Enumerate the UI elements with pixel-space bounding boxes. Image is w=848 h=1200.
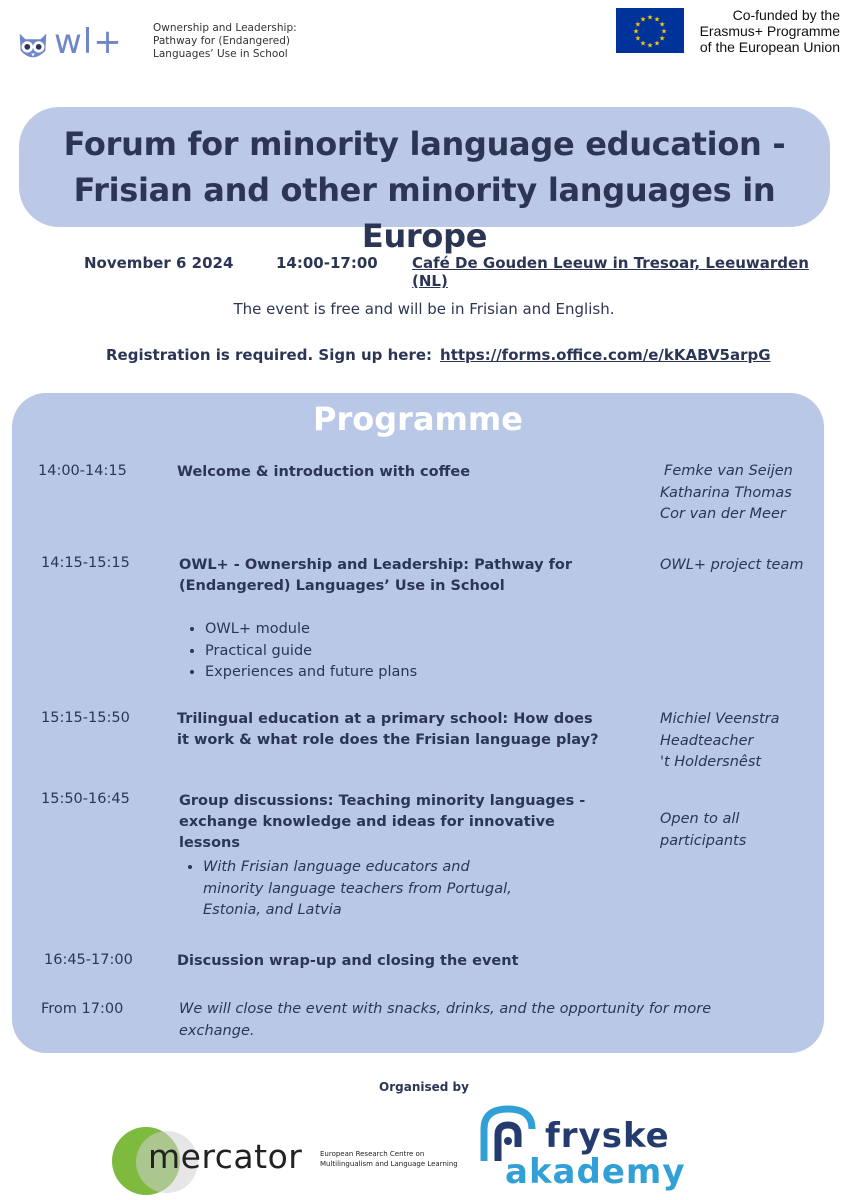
programme-speakers: OWL+ project team [660, 557, 804, 573]
eu-star-icon: ★ [658, 34, 666, 43]
list-item: • With Frisian language educators and minority language teachers from Portugal, Estonia, and Latvia [203, 857, 512, 922]
programme-time: 14:15-15:15 [41, 555, 130, 571]
eu-star-icon: ★ [634, 34, 642, 43]
programme-time: 15:50-16:45 [41, 791, 130, 807]
eu-star-icon: ★ [658, 20, 666, 29]
eu-star-icon: ★ [646, 13, 654, 22]
programme-heading: Programme [313, 400, 523, 438]
programme-title: Trilingual education at a primary school: How does it work & what role does the Frisian language play? [177, 711, 599, 748]
programme-speakers: Femke van Seijen Katharina Thomas Cor van der Meer [660, 463, 793, 522]
eu-cofunded-text: Co-funded by the Erasmus+ Programme of the European Union [699, 7, 840, 55]
owl-tagline: Ownership and Leadership: Pathway for (Endangered) Languages’ Use in School [153, 22, 297, 60]
programme-time: From 17:00 [41, 1001, 124, 1017]
programme-title: Welcome & introduction with coffee [177, 464, 471, 480]
registration-label: Registration is required. Sign up here: [106, 346, 433, 364]
programme-title: Group discussions: Teaching minority languages - exchange knowledge and ideas for innovative lessons [179, 793, 586, 851]
programme-time: 15:15-15:50 [41, 710, 130, 726]
programme-speakers: Open to all participants [660, 811, 747, 849]
akademy-logo-text: akademy [505, 1152, 686, 1192]
page-title: Forum for minority language education - Frisian and other minority languages in Europe [63, 125, 786, 255]
list-item: • Practical guide [205, 641, 417, 663]
eu-star-icon: ★ [632, 27, 640, 36]
owl-face-icon [14, 26, 52, 64]
programme-bullets [177, 619, 417, 684]
mercator-subtitle: European Research Centre on Multilingualism and Language Learning [320, 1150, 458, 1168]
event-time: 14:00-17:00 [276, 254, 378, 272]
eu-star-icon: ★ [653, 39, 661, 48]
eu-star-icon: ★ [639, 39, 647, 48]
programme-title: Discussion wrap-up and closing the event [177, 953, 519, 969]
eu-star-icon: ★ [646, 41, 654, 50]
programme-speakers: Michiel Veenstra Headteacher 't Holdersnêst [660, 711, 780, 770]
eu-flag-icon [616, 8, 684, 53]
event-free-text: The event is free and will be in Frisian and English. [233, 300, 615, 318]
programme-title: OWL+ - Ownership and Leadership: Pathway for (Endangered) Languages’ Use in School [179, 557, 573, 594]
programme-bullets [175, 857, 512, 922]
list-item: • Experiences and future plans [205, 662, 417, 684]
list-item: • OWL+ module [205, 619, 417, 641]
programme-closing-text: We will close the event with snacks, drinks, and the opportunity for more exchange. [179, 1001, 712, 1039]
eu-star-icon: ★ [634, 20, 642, 29]
programme-time: 16:45-17:00 [44, 952, 133, 968]
event-date: November 6 2024 [84, 254, 234, 272]
registration-link[interactable]: https://forms.office.com/e/kKABV5arpG [440, 346, 771, 364]
mercator-logo-text: mercator [148, 1137, 303, 1176]
eu-star-icon: ★ [660, 27, 668, 36]
organised-by-label: Organised by [379, 1080, 469, 1094]
registration-line [106, 346, 771, 364]
title-banner [19, 107, 830, 255]
eu-star-icon: ★ [639, 15, 647, 24]
event-venue-link[interactable]: Café De Gouden Leeuw in Tresoar, Leeuwarden (NL) [412, 254, 809, 290]
owl-logo-text: wl+ [54, 22, 123, 62]
programme-time: 14:00-14:15 [38, 463, 127, 479]
eu-star-icon: ★ [653, 15, 661, 24]
fryske-logo-text: fryske [545, 1116, 670, 1156]
